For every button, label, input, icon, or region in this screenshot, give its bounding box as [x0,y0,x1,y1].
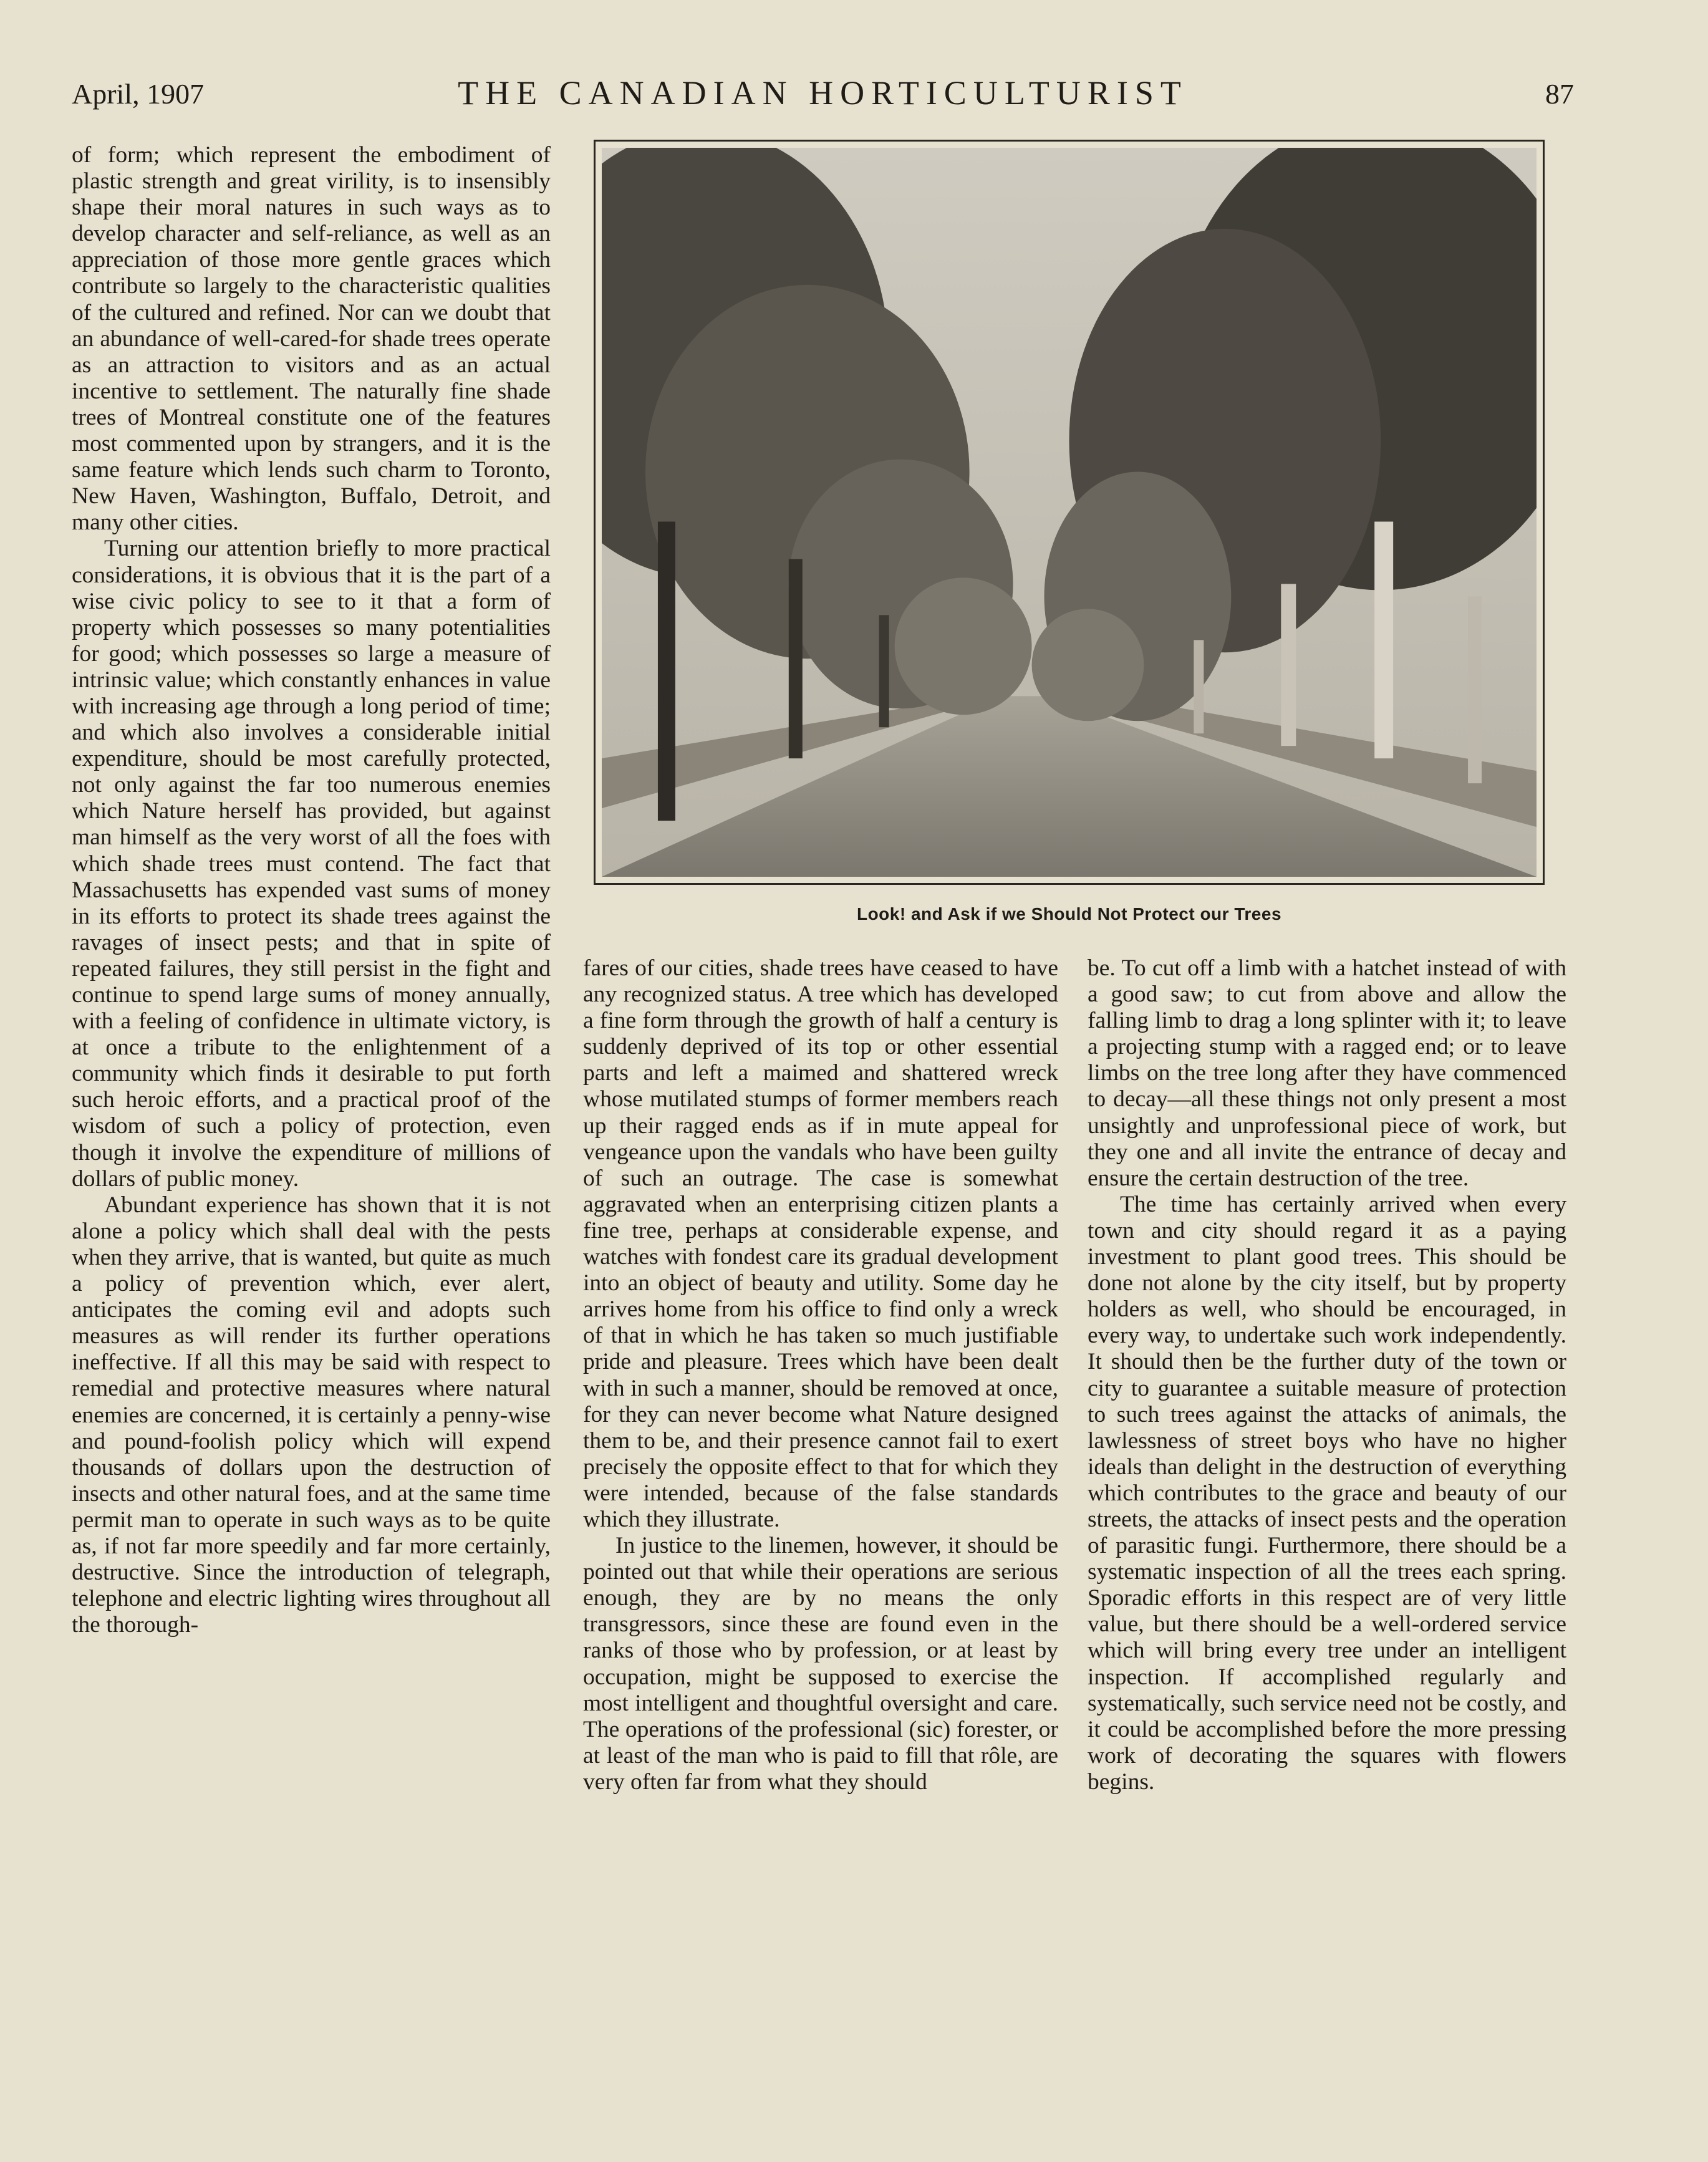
issue-date: April, 1907 [72,78,205,110]
paragraph: Turning our attention briefly to more practical considerations, it is obvious that it is the part of a wise civic policy to see to it that a form of property which possesses so many potentialities for good; which possesses so large a measure of intrinsic value; which constantly enhances in value with increasing age through a long period of time; and which also involves a considerable initial expenditure, should be most carefully protected, not only against the far too numerous enemies which Nature herself has provided, but against man himself as the very worst of all the foes with which shade trees must contend. The fact that Massachusetts has expended vast sums of money in its efforts to protect its shade trees against the ravages of insect pests; and that in spite of repeated failures, they still persist in the fight and continue to spend large sums of money annually, with a feeling of confidence in ultimate victory, is at once a tribute to the enlightenment of a community which finds it desirable to put forth such heroic efforts, and a practical proof of the wisdom of such a policy of protection, even though it involve the expenditure of millions of dollars of public money. [72,536,551,1192]
paragraph: of form; which represent the embodiment of plastic strength and great virility, is to insensibly shape their moral natures in such ways as to develop character and self-reliance, as well as an appreciation of those more gentle graces which contribute so largely to the characteristic qualities of the cultured and refined. Nor can we doubt that an abundance of well-cared-for shade trees operate as an attraction to visitors and as an actual incentive to settlement. The naturally fine shade trees of Montreal constitute one of the features most commented upon by strangers, and it is the same feature which lends such charm to Toronto, New Haven, Washington, Buffalo, Detroit, and many other cities. [72,142,551,536]
text-column-3 [1088,955,1566,1795]
paragraph: fares of our cities, shade trees have ceased to have any recognized status. A tree which has developed a fine form through the growth of half a century is suddenly deprived of its top or other essential parts and left a maimed and shattered wreck whose mutilated stumps of former members reach up their ragged ends as if in mute appeal for vengeance upon the vandals who have been guilty of such an outrage. The case is somewhat aggravated when an enterprising citizen plants a fine tree, perhaps at considerable expense, and watches with fondest care its gradual development into an object of beauty and utility. Some day he arrives home from his office to find only a wreck of that in which he has taken so much justifiable pride and pleasure. Trees which have been dealt with in such a manner, should be removed at once, for they can never become what Nature designed them to be, and their presence cannot fail to exert precisely the opposite effect to that for which they were intended, because of the false standards which they illustrate. [583,955,1058,1532]
tree-lined-street-image [602,148,1537,877]
text-column-2 [583,955,1058,1795]
page-number: 87 [1545,78,1574,110]
page-header [72,69,1574,118]
paragraph: The time has certainly arrived when every town and city should regard it as a paying investment to plant good trees. This should be done not alone by the city itself, but by property holders as well, who should be encouraged, in every way, to undertake such work independently. It should then be the further duty of the town or city to guarantee a suitable measure of protection to such trees against the attacks of animals, the lawlessness of street boys who have no higher ideals than delight in the destruction of everything which contributes to the grace and beauty of our streets, the attacks of insect pests and the operation of parasitic fungi. Furthermore, there should be a systematic inspection of all the trees each spring. Sporadic efforts in this respect are of very little value, but there should be a well-ordered service which will bring every tree under an intelligent inspection. If accomplished regularly and systematically, such service need not be costly, and it could be accomplished before the more pressing work of decorating the squares with flowers begins. [1088,1191,1566,1795]
photo-caption: Look! and Ask if we Should Not Protect our Trees [856,904,1282,924]
magazine-title: THE CANADIAN HORTICULTURIST [458,74,1188,112]
paragraph: In justice to the linemen, however, it should be pointed out that while their operations are serious enough, they are by no means the only transgressors, since these are found even in the ranks of those who by profession, or at least by occupation, might be supposed to exercise the most intelligent and thoughtful oversight and care. The operations of the professional (sic) forester, or at least of the man who is paid to fill that rôle, are very often far from what they should [583,1533,1058,1795]
paragraph: Abundant experience has shown that it is not alone a policy which shall deal with the pests when they arrive, that is wanted, but quite as much a policy of prevention which, ever alert, anticipates the coming evil and adopts such measures as will render its further operations ineffective. If all this may be said with respect to remedial and protective measures where natural enemies are concerned, it is certainly a penny-wise and pound-foolish policy which will expend thousands of dollars upon the destruction of insects and other natural foes, and at the same time permit man to operate in such ways as to be quite as, if not far more speedily and far more certainly, destructive. Since the introduction of telegraph, telephone and electric lighting wires throughout all the thorough- [72,1192,551,1638]
text-column-1 [72,142,551,1638]
paragraph: be. To cut off a limb with a hatchet instead of with a good saw; to cut from above and allow the falling limb to drag a long splinter with it; to leave a projecting stump with a ragged end; or to leave limbs on the tree long after they have commenced to decay—all these things not only present a most unsightly and unprofessional piece of work, but they one and all invite the entrance of decay and ensure the certain destruction of the tree. [1088,955,1566,1191]
street-photograph [594,140,1545,885]
